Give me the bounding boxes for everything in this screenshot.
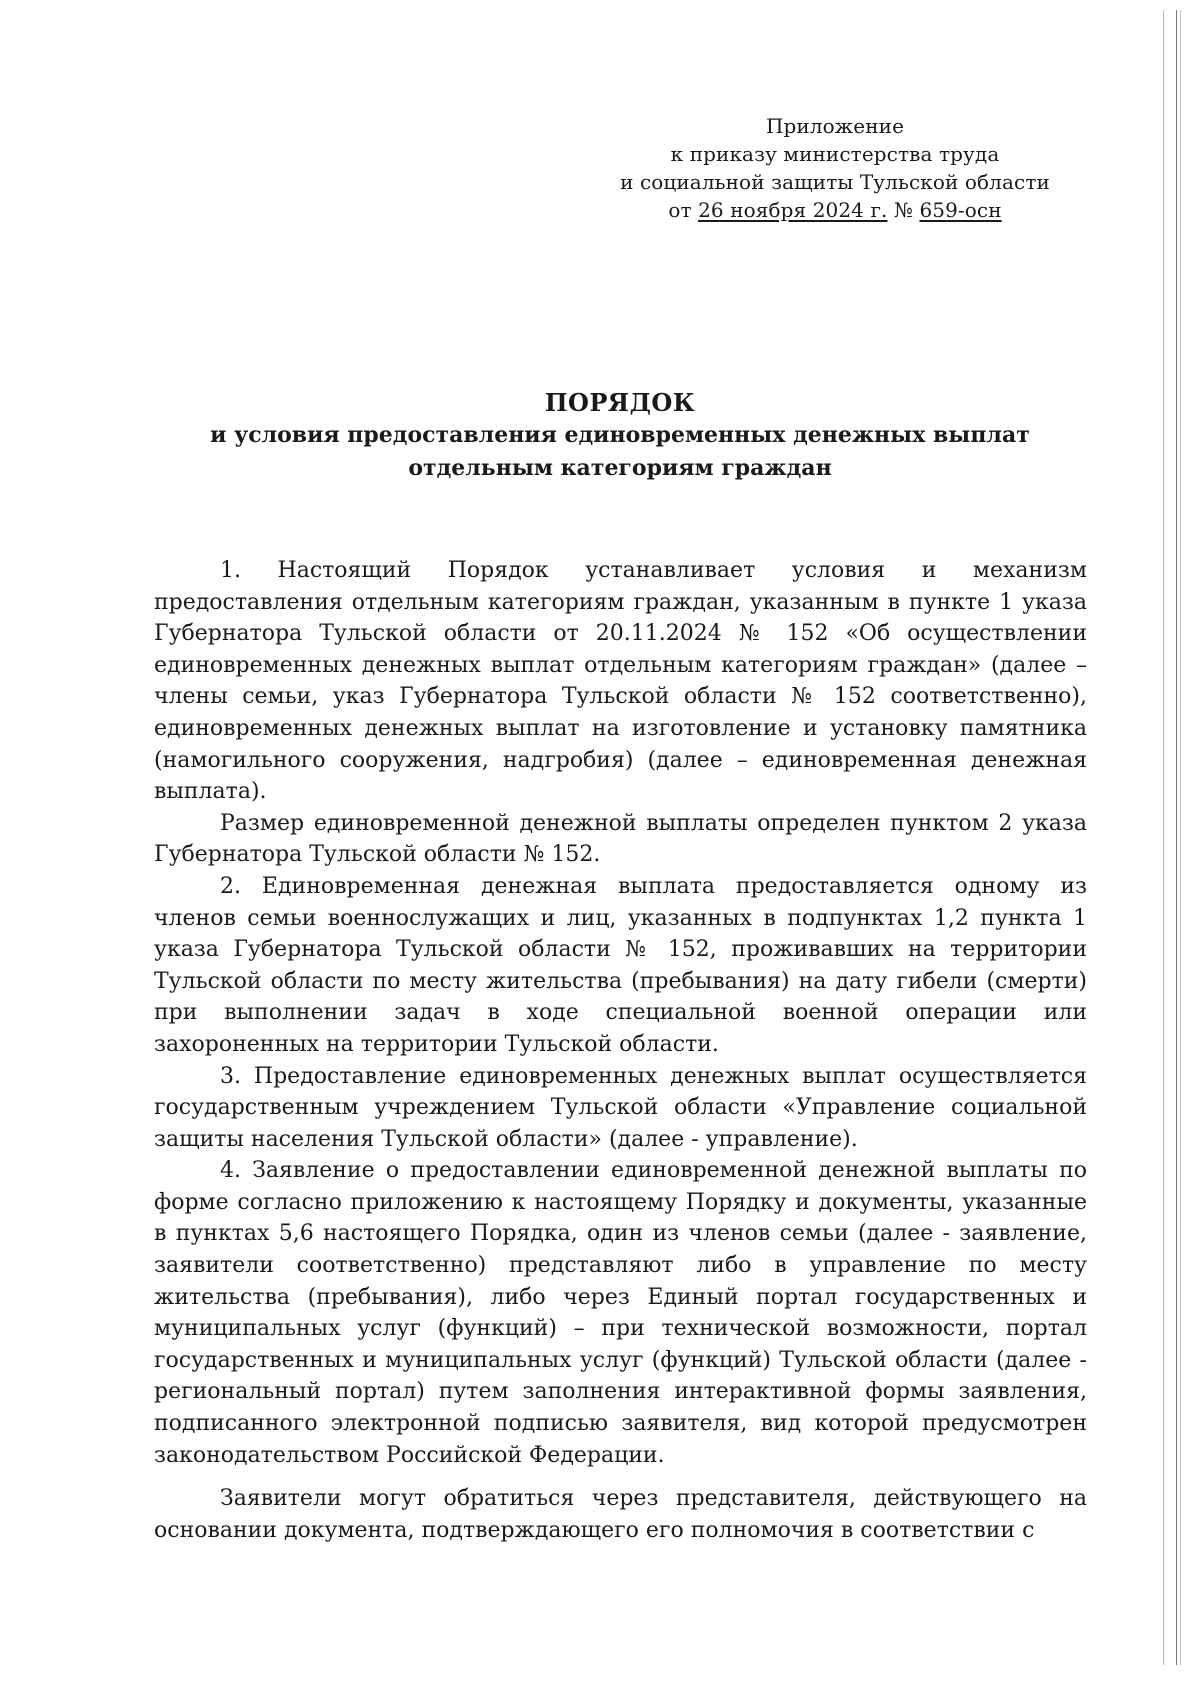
scan-edge-line	[1176, 10, 1177, 1665]
paragraph-1-size: Размер единовременной денежной выплаты определен пунктом 2 указа Губернатора Тульской области № 152.	[154, 810, 1087, 868]
title-subtitle-line2: отдельным категориям граждан	[408, 455, 832, 481]
annex-number-prefix: №	[887, 198, 920, 222]
title-main: ПОРЯДОК	[544, 388, 696, 417]
document-body	[154, 555, 1087, 1546]
annex-order-ref: к приказу министерства труда	[670, 142, 1000, 166]
paragraph-1: 1. Настоящий Порядок устанавливает условия и механизм предоставления отдельным категориям граждан, указанным в пункте 1 указа Губернатора Тульской области от 20.11.2024 № 152 «Об осуществлении единовременных денежных выплат отдельным категориям граждан» (далее – члены семьи, указ Губернатора Тульской области № 152 соответственно), единовременных денежных выплат на изготовление и установку памятника (намогильного сооружения, надгробия) (далее – единовременная денежная выплата).	[154, 558, 1087, 805]
annex-date-line	[600, 196, 1070, 224]
paragraph-3: 3. Предоставление единовременных денежных выплат осуществляется государственным учреждением Тульской области «Управление социальной защиты населения Тульской области» (далее - управление).	[154, 1063, 1087, 1152]
annex-number: 659-осн	[919, 198, 1002, 222]
annex-ministry: и социальной защиты Тульской области	[620, 170, 1050, 194]
paragraph-2: 2. Единовременная денежная выплата предоставляется одному из членов семьи военнослужащих и лиц, указанных в подпунктах 1,2 пункта 1 указа Губернатора Тульской области № 152, проживавших на территории Тульской области по месту жительства (пребывания) на дату гибели (смерти) при выполнении задач в ходе специальной военной операции или захороненных на территории Тульской области.	[154, 873, 1087, 1057]
title-subtitle-line1: и условия предоставления единовременных денежных выплат	[210, 422, 1030, 448]
document-title	[150, 387, 1090, 485]
annex-date-prefix: от	[668, 198, 699, 222]
annex-block	[600, 112, 1070, 224]
annex-title: Приложение	[765, 114, 905, 138]
paragraph-4-representative: Заявители могут обратиться через представителя, действующего на основании документа, подтверждающего его полномочия в соответствии с	[154, 1486, 1087, 1543]
paragraph-4: 4. Заявление о предоставлении единовременной денежной выплаты по форме согласно приложению к настоящему Порядку и документы, указанные в пунктах 5,6 настоящего Порядка, один из членов семьи (далее - заявление, заявители соответственно) представляют либо в управление по месту жительства (пребывания), либо через Единый портал государственных и муниципальных услуг (функций) – при технической возможности, портал государственных и муниципальных услуг (функций) Тульской области (далее - региональный портал) путем заполнения интерактивной формы заявления, подписанного электронной подписью заявителя, вид которой предусмотрен законодательством Российской Федерации.	[154, 1158, 1087, 1468]
scan-edge-line	[1180, 10, 1181, 1665]
annex-date: 26 ноября 2024 г.	[698, 198, 888, 222]
scan-edge-line	[1163, 10, 1164, 1665]
